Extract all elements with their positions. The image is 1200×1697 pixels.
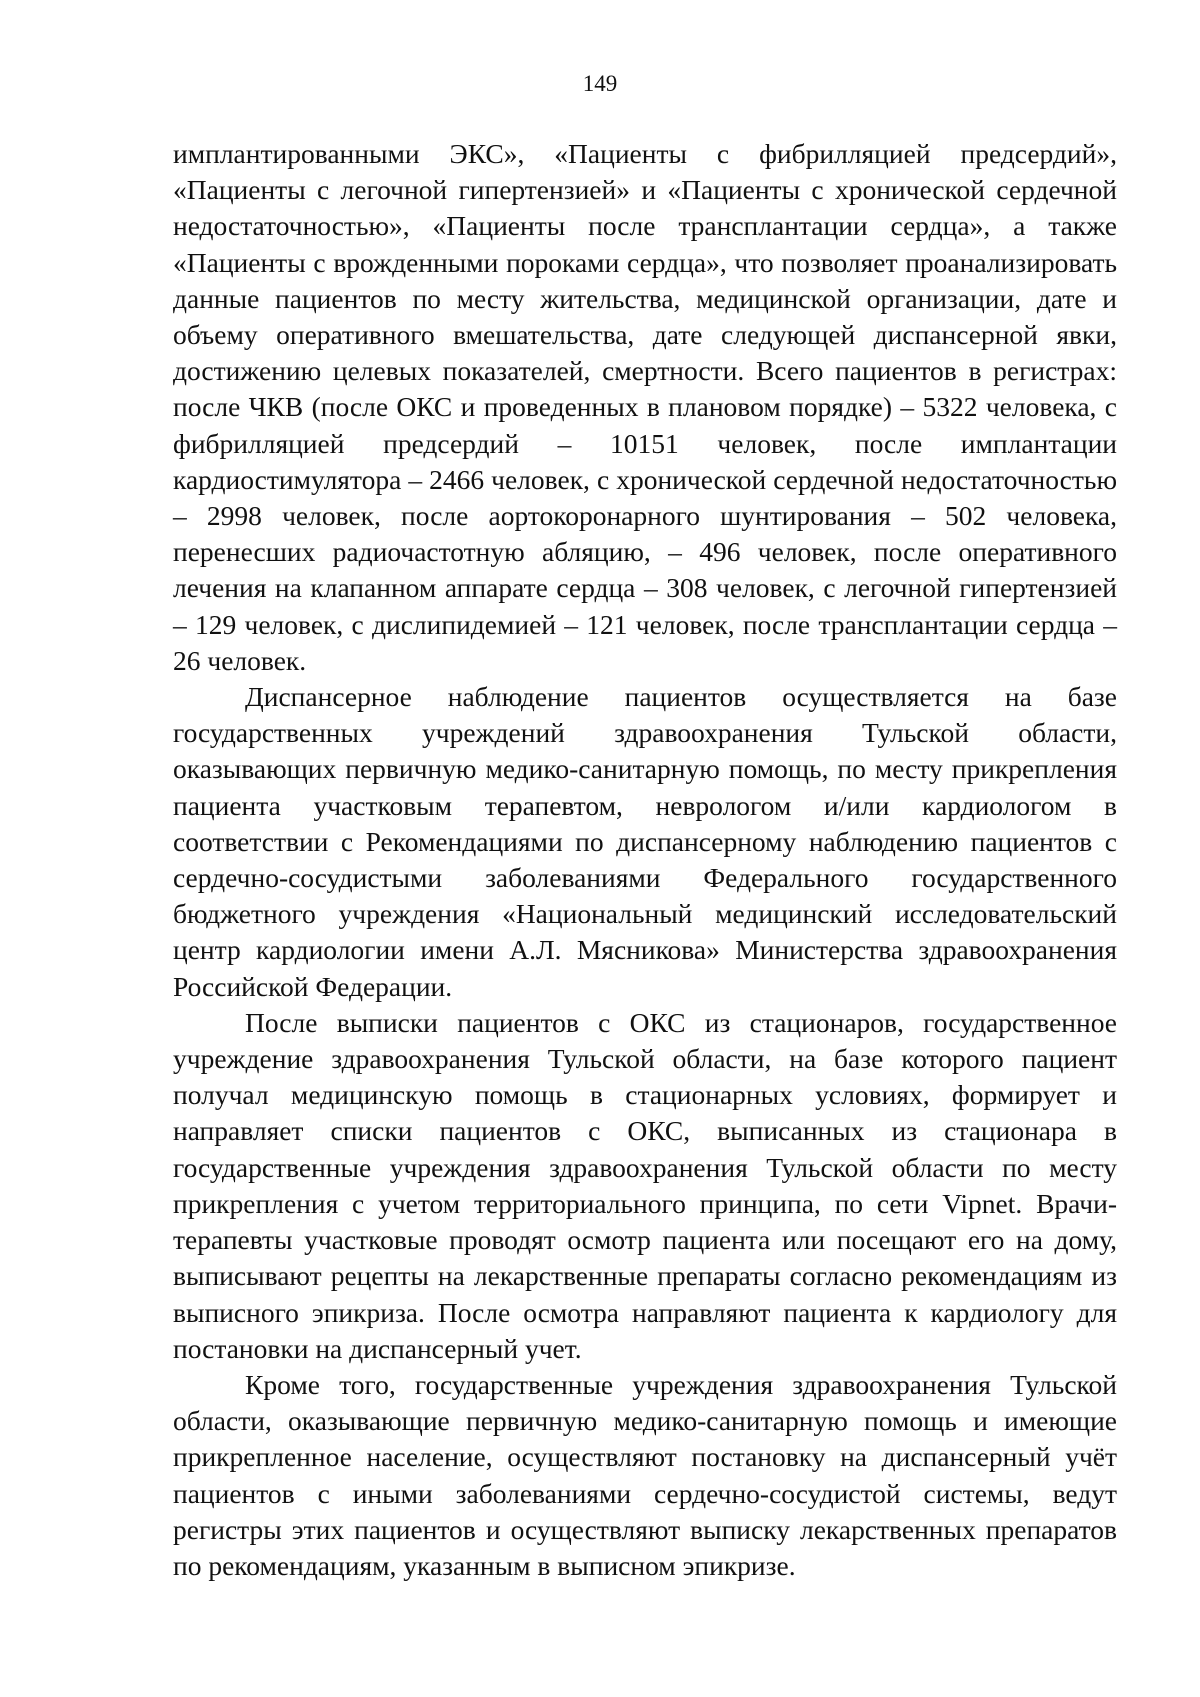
document-body — [173, 136, 1117, 1584]
paragraph-discharge-procedure: После выписки пациентов с ОКС из стационаров, государственное учреждение здравоохранения Тульской области, на базе которого пациент получал медицинскую помощь в стационарных условиях, формирует и направляет списки пациентов с ОКС, выписанных из стационара в государственные учреждения здравоохранения Тульской области по месту прикрепления с учетом территориального принципа, по сети Vipnet. Врачи-терапевты участковые проводят осмотр пациента или посещают его на дому, выписывают рецепты на лекарственные препараты согласно рекомендациям из выписного эпикриза. После осмотра направляют пациента к кардиологу для постановки на диспансерный учет. — [173, 1006, 1117, 1364]
page-number: 149 — [582, 71, 618, 96]
paragraph-dispensary-observation: Диспансерное наблюдение пациентов осуществляется на базе государственных учреждений здравоохранения Тульской области, оказывающих первичную медико-санитарную помощь, по месту прикрепления пациента участковым терапевтом, неврологом и/или кардиологом в соответствии с Рекомендациями по диспансерному наблюдению пациентов с сердечно-сосудистыми заболеваниями Федерального государственного бюджетного учреждения «Национальный медицинский исследовательский центр кардиологии имени А.Л. Мясникова» Министерства здравоохранения Российской Федерации. — [173, 681, 1117, 1002]
paragraph-registries: имплантированными ЭКС», «Пациенты с фибрилляцией предсердий», «Пациенты с легочной гипертензией» и «Пациенты с хронической сердечной недостаточностью», «Пациенты после трансплантации сердца», а также «Пациенты с врожденными пороками сердца», что позволяет проанализировать данные пациентов по месту жительства, медицинской организации, дате и объему оперативного вмешательства, дате следующей диспансерной явки, достижению целевых показателей, смертности. Всего пациентов в регистрах: после ЧКВ (после ОКС и проведенных в плановом порядке) – 5322 человека, с фибрилляцией предсердий – 10151 человек, после имплантации кардиостимулятора – 2466 человек, с хронической сердечной недостаточностью – 2998 человек, после аортокоронарного шунтирования – 502 человека, перенесших радиочастотную абляцию, – 496 человек, после оперативного лечения на клапанном аппарате сердца – 308 человек, с легочной гипертензией – 129 человек, с дислипидемией – 121 человек, после трансплантации сердца – 26 человек. — [173, 138, 1117, 676]
paragraph-other-diseases: Кроме того, государственные учреждения здравоохранения Тульской области, оказывающие первичную медико-санитарную помощь и имеющие прикрепленное население, осуществляют постановку на диспансерный учёт пациентов с иными заболеваниями сердечно-сосудистой системы, ведут регистры этих пациентов и осуществляют выписку лекарственных препаратов по рекомендациям, указанным в выписном эпикризе. — [173, 1368, 1117, 1581]
